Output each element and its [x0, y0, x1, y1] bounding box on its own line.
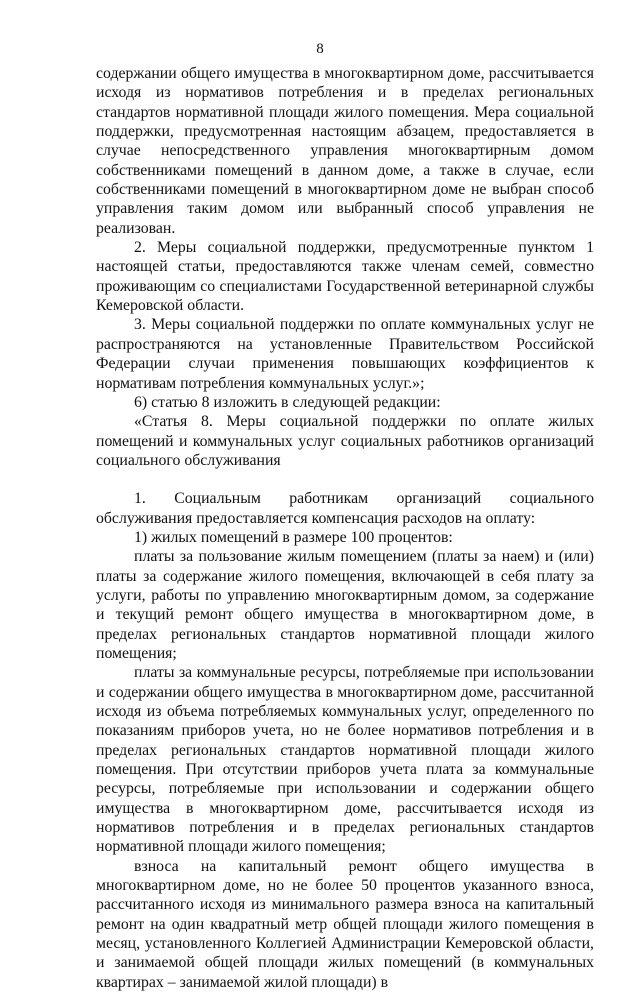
paragraph-rent-payment: платы за пользование жилым помещением (платы за наем) и (или) платы за содержание жилого помещения, включающей в себя плату за услуги, работы по управлению многоквартирным домом, за содержание и текущий ремонт общего имущества в многоквартирном доме, в пределах региональных стандартов нормативной площади жилого помещения;	[96, 548, 594, 662]
paragraph-amendment-6: 6) статью 8 изложить в следующей редакции:	[134, 393, 441, 411]
paragraph-item-2: 2. Меры социальной поддержки, предусмотренные пунктом 1 настоящей статьи, предоставляются также членам семей, совместно проживающим со специалистами Государственной ветеринарной службы Кемеровской области.	[96, 239, 594, 315]
article-8-heading: «Статья 8. Меры социальной поддержки по оплате жилых помещений и коммунальных услуг социальных работников организаций социального обслуживания	[96, 413, 594, 469]
page-number: 8	[316, 41, 324, 57]
paragraph-continuation: содержании общего имущества в многоквартирном доме, рассчитывается исходя из нормативов потребления и в пределах региональных стандартов нормативной площади жилого помещения. Мера социальной поддержки, предусмотренная настоящим абзацем, предоставляется в случае непосредственного управления многоквартирным домом собственниками помещений в данном доме, а также в случае, если собственниками помещений в многоквартирном доме не выбран способ управления таким домом или выбранный способ управления не реализован.	[96, 65, 594, 237]
paragraph-article-8-item-1: 1. Социальным работникам организаций социального обслуживания предоставляется компенсация расходов на оплату:	[96, 490, 594, 527]
paragraph-capital-repair: взноса на капитальный ремонт общего имущества в многоквартирном доме, но не более 50 процентов указанного взноса, рассчитанного исходя из минимального размера взноса на капитальный ремонт на один квадратный метр общей площади жилого помещения в месяц, установленного Коллегией Администрации Кемеровской области, и занимаемой общей площади жилых помещений (в коммунальных квартирах – занимаемой жилой площади) в	[96, 857, 594, 991]
paragraph-subitem-1: 1) жилых помещений в размере 100 процентов:	[134, 528, 453, 546]
paragraph-utility-resources: платы за коммунальные ресурсы, потребляемые при использовании и содержании общего имущества в многоквартирном доме, рассчитанной исходя из объема потребляемых коммунальных услуг, определенного по показаниям приборов учета, но не более нормативов потребления и в пределах региональных стандартов нормативной площади жилого помещения. При отсутствии приборов учета плата за коммунальные ресурсы, потребляемые при использовании и содержании общего имущества в многоквартирном доме, рассчитывается исходя из нормативов потребления и в пределах региональных стандартов нормативной площади жилого помещения;	[96, 664, 594, 856]
paragraph-item-3: 3. Меры социальной поддержки по оплате коммунальных услуг не распространяются на установленные Правительством Российской Федерации случаи применения повышающих коэффициентов к нормативам потребления коммунальных услуг.»;	[96, 316, 594, 392]
document-body	[96, 64, 594, 992]
